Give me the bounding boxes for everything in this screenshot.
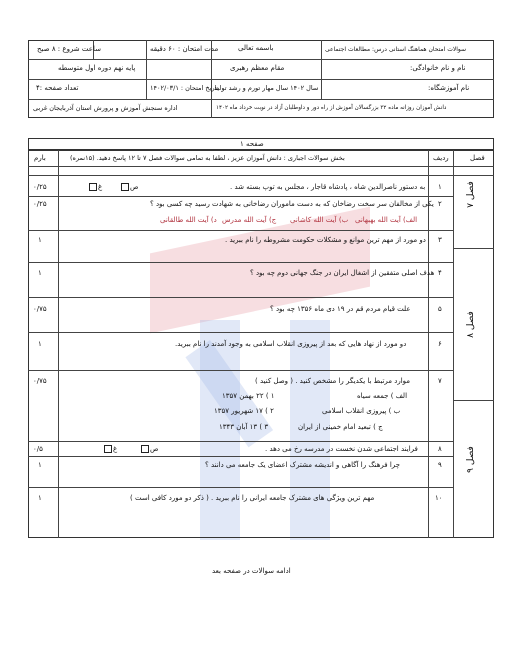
- question-7-text: موارد مرتبط با یکدیگر را مشخص کنید . ( وصل کنید ): [255, 377, 411, 385]
- question-2-text: یکی از مخالفان سر سخت رضاخان که به دست ماموران رضاخانی به شهادت رسید چه کسی بود ؟: [150, 200, 434, 208]
- question-1-score: ۰/۲۵: [33, 183, 47, 191]
- question-8-number: ۸: [438, 445, 442, 453]
- question-8-text: فرایند اجتماعی شدن نخست در مدرسه رخ می دهد .: [265, 445, 418, 453]
- question-1-false-option[interactable]: غ: [88, 183, 102, 192]
- exam-notice: دانش آموزان روزانه ماده ۳۲ بزرگسالان آموزش از راه دور و داوطلبان آزاد در نوبت خرداد ماه ۱۴۰۲: [216, 105, 447, 111]
- question-9-score: ۱: [38, 461, 42, 469]
- question-4-text: هدف اصلی متفقین از اشغال ایران در جنگ جهانی دوم چه بود ؟: [250, 269, 435, 277]
- year-slogan: سال ۱۴۰۲ سال مهار تورم و رشد تولید: [214, 84, 319, 92]
- checkbox-icon[interactable]: [89, 183, 97, 191]
- checkbox-icon[interactable]: [104, 445, 112, 453]
- question-1-number: ۱: [438, 183, 442, 191]
- bismillah: باسمه تعالی: [238, 44, 274, 52]
- question-9-number: ۹: [438, 461, 442, 469]
- question-7-score: ۰/۷۵: [33, 377, 47, 385]
- match-right-2[interactable]: ۲ ) ۱۷ شهریور ۱۳۵۷: [214, 407, 274, 415]
- chapter-8-label: فصل ۸: [465, 311, 476, 338]
- match-left-a[interactable]: الف ) جمعه سیاه: [357, 392, 408, 400]
- exam-duration: مدت امتحان : ۶۰ دقیقه: [150, 45, 219, 53]
- match-right-3[interactable]: ۳ ) ۱۳ آبان ۱۳۴۳: [219, 423, 269, 431]
- question-2-number: ۲: [438, 200, 442, 208]
- question-3-text: دو مورد از مهم ترین موانع و مشکلات حکومت مشروطه را نام ببرید .: [225, 236, 426, 244]
- page-label: صفحه ۱: [240, 140, 264, 148]
- match-right-1[interactable]: ۱ ) ۲۲ بهمن ۱۳۵۷: [222, 392, 275, 400]
- question-2-option-b[interactable]: ب) آیت الله کاشانی: [290, 216, 349, 224]
- question-3-score: ۱: [38, 236, 42, 244]
- question-6-score: ۱: [38, 340, 42, 348]
- question-10-score: ۱: [38, 494, 42, 502]
- question-10-number: ۱۰: [435, 494, 443, 502]
- match-left-c[interactable]: ج ) تبعید امام خمینی از ایران: [298, 423, 383, 431]
- chapter-9-label: فصل ۹: [465, 446, 476, 473]
- question-1-true-option[interactable]: ص: [120, 183, 138, 192]
- col-instruction: بخش سوالات اجباری : دانش آموزان عزیز ، لطفا به تمامی سوالات فصل ۷ تا ۱۲ پاسخ دهید. (۱۵نمره): [70, 154, 345, 162]
- exam-title: سوالات امتحان هماهنگ استانی درس: مطالعات اجتماعی: [325, 46, 467, 53]
- question-4-number: ۴: [438, 269, 442, 277]
- question-1-text: به دستور ناصرالدین شاه ، پادشاه قاجار ، مجلس به توپ بسته شد .: [230, 183, 426, 191]
- match-left-b[interactable]: ب ) پیروزی انقلاب اسلامی: [322, 407, 401, 415]
- exam-date: تاریخ امتحان : ۱۴۰۲/۰۳/۱: [150, 84, 219, 92]
- question-3-number: ۳: [438, 236, 442, 244]
- question-5-number: ۵: [438, 305, 442, 313]
- col-score: بارم: [34, 154, 46, 162]
- question-6-number: ۶: [438, 340, 442, 348]
- education-office: اداره سنجش آموزش و پرورش استان آذربایجان غربی: [33, 104, 178, 112]
- col-row: ردیف: [433, 154, 449, 162]
- student-name-label: نام و نام خانوادگی:: [410, 64, 466, 72]
- continue-note: ادامه سوالات در صفحه بعد: [212, 567, 291, 575]
- question-2-option-d[interactable]: د) آیت الله طالقانی: [160, 216, 217, 224]
- question-4-score: ۱: [38, 269, 42, 277]
- question-10-text: مهم ترین ویژگی های مشترک جامعه ایرانی را نام ببرید . ( ذکر دو مورد کافی است ): [130, 494, 375, 502]
- school-name-label: نام آموزشگاه:: [428, 84, 470, 92]
- col-chapter: فصل: [470, 154, 485, 162]
- checkbox-icon[interactable]: [121, 183, 129, 191]
- question-7-number: ۷: [438, 377, 442, 385]
- question-8-false-option[interactable]: غ: [103, 445, 117, 454]
- question-9-text: چرا فرهنگ را آگاهی و اندیشه مشترک اعضای یک جامعه می دانند ؟: [205, 461, 400, 469]
- question-2-option-c[interactable]: ج) آیت الله مدرس: [222, 216, 277, 224]
- page-count: تعداد صفحه :۴: [36, 84, 79, 92]
- question-8-score: ۰/۵: [33, 445, 43, 453]
- question-6-text: دو مورد از نهاد هایی که بعد از پیروزی انقلاب اسلامی به وجود آمدند را نام ببرید.: [175, 340, 407, 348]
- question-2-option-a[interactable]: الف) آیت الله بهبهانی: [355, 216, 418, 224]
- question-5-score: ۰/۷۵: [33, 305, 47, 313]
- chapter-7-label: فصل ۷: [465, 181, 476, 208]
- question-5-text: علت قیام مردم قم در ۱۹ دی ماه ۱۳۵۶ چه بود ؟: [270, 305, 411, 313]
- grade-level: پایه نهم دوره اول متوسطه: [58, 64, 136, 72]
- checkbox-icon[interactable]: [141, 445, 149, 453]
- question-2-score: ۰/۲۵: [33, 200, 47, 208]
- question-8-true-option[interactable]: ص: [140, 445, 158, 454]
- start-time: ساعت شروع : ۸ صبح: [37, 45, 101, 53]
- leader-title: مقام معظم رهبری: [230, 64, 285, 72]
